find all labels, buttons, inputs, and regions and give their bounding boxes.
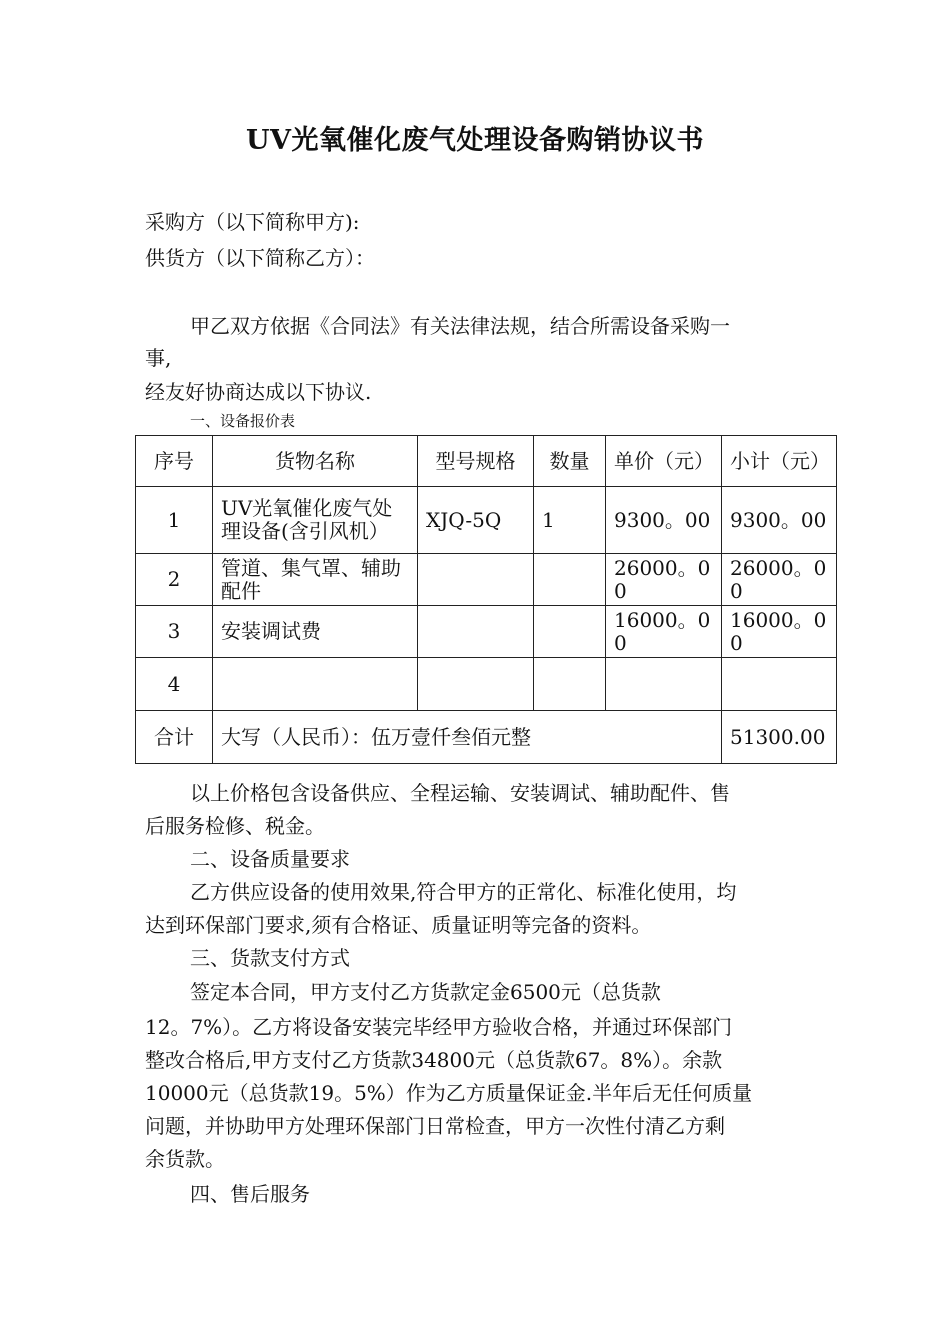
row-name: UV光氧催化废气处理设备(含引风机）	[213, 487, 418, 554]
row-name: 管道、集气罩、辅助配件	[213, 554, 418, 606]
row-model: XJQ-5Q	[418, 487, 534, 554]
intro-line-3: 经友好协商达成以下协议.	[145, 380, 372, 404]
table-header-row	[136, 436, 837, 487]
row-model	[418, 658, 534, 711]
table-row	[136, 487, 837, 554]
row-price: 26000。00	[606, 554, 722, 606]
row-price: 16000。00	[606, 606, 722, 658]
section-2-line-1: 乙方供应设备的使用效果,符合甲方的正常化、标准化使用，均	[190, 880, 737, 904]
section-1-heading: 一、设备报价表	[190, 412, 296, 430]
after-table-line-2: 后服务检修、税金。	[145, 814, 325, 838]
table-row	[136, 606, 837, 658]
section-3-line-1: 签定本合同，甲方支付乙方货款定金6500元（总货款	[190, 980, 661, 1004]
supplier-line: 供货方（以下简称乙方）：	[145, 246, 375, 270]
header-model: 型号规格	[418, 436, 534, 487]
row-subtotal: 26000。00	[722, 554, 837, 606]
table-row	[136, 658, 837, 711]
section-2-line-2: 达到环保部门要求,须有合格证、质量证明等完备的资料。	[145, 913, 652, 937]
total-value: 51300.00	[722, 711, 837, 764]
header-name: 货物名称	[213, 436, 418, 487]
section-2-heading: 二、设备质量要求	[190, 847, 350, 871]
row-name	[213, 658, 418, 711]
row-model	[418, 554, 534, 606]
intro-line-1: 甲乙双方依据《合同法》有关法律法规，结合所需设备采购一	[190, 314, 730, 338]
header-qty: 数量	[534, 436, 606, 487]
row-qty	[534, 658, 606, 711]
row-no: 4	[136, 658, 213, 711]
intro-line-2: 事,	[145, 346, 172, 370]
row-qty: 1	[534, 487, 606, 554]
section-3-line-3: 整改合格后,甲方支付乙方货款34800元（总货款67。8%）。余款	[145, 1048, 723, 1072]
row-qty	[534, 554, 606, 606]
buyer-line: 采购方（以下简称甲方):	[145, 210, 360, 234]
document-title: UV光氧催化废气处理设备购销协议书	[246, 125, 704, 156]
row-name: 安装调试费	[213, 606, 418, 658]
after-table-line-1: 以上价格包含设备供应、全程运输、安装调试、辅助配件、售	[190, 781, 730, 805]
row-no: 1	[136, 487, 213, 554]
row-no: 2	[136, 554, 213, 606]
table-row	[136, 554, 837, 606]
section-3-line-5: 问题，并协助甲方处理环保部门日常检查，甲方一次性付清乙方剩	[145, 1114, 725, 1138]
header-price: 单价（元）	[606, 436, 722, 487]
section-3-line-6: 余货款。	[145, 1147, 225, 1171]
price-table	[135, 435, 837, 764]
table-total-row	[136, 711, 837, 764]
total-label: 合计	[136, 711, 213, 764]
section-4-heading: 四、售后服务	[190, 1182, 310, 1206]
section-3-line-2: 12。7%）。乙方将设备安装完毕经甲方验收合格，并通过环保部门	[145, 1015, 733, 1039]
header-subtotal: 小计（元）	[722, 436, 837, 487]
total-in-words: 大写（人民币）：伍万壹仟叁佰元整	[213, 711, 722, 764]
section-3-line-4: 10000元（总货款19。5%）作为乙方质量保证金.半年后无任何质量	[145, 1081, 753, 1105]
row-price: 9300。00	[606, 487, 722, 554]
row-subtotal: 16000。00	[722, 606, 837, 658]
row-price	[606, 658, 722, 711]
row-qty	[534, 606, 606, 658]
row-subtotal	[722, 658, 837, 711]
section-3-heading: 三、货款支付方式	[190, 946, 350, 970]
header-no: 序号	[136, 436, 213, 487]
row-model	[418, 606, 534, 658]
row-subtotal: 9300。00	[722, 487, 837, 554]
row-no: 3	[136, 606, 213, 658]
